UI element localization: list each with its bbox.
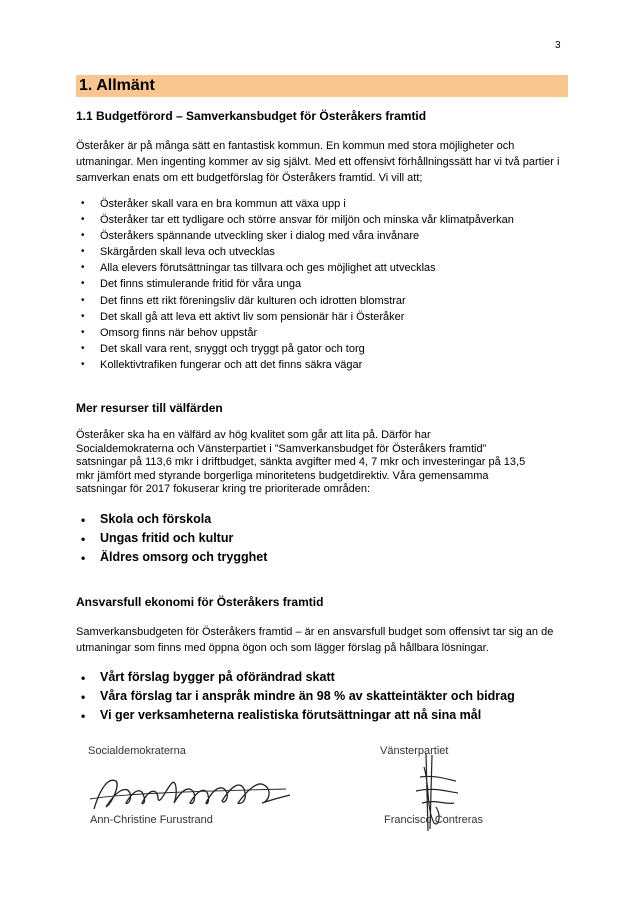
list-item: • Kollektivtrafiken fungerar och att det finns säkra vägar [76,357,568,373]
signature-block [86,737,566,837]
bullet-icon: • [81,262,85,274]
bullet-icon: • [81,294,85,306]
paragraph-line: mkr jämfört med styrande borgerliga minoritetens budgetdirektiv. Våra gemensamma [76,469,489,482]
list-item: • Skärgården skall leva och utvecklas [76,244,568,260]
bullet-icon: • [81,342,85,354]
list-item: • Det finns ett rikt föreningsliv där kulturen och idrotten blomstrar [76,293,568,309]
document-body [76,75,568,725]
list-item: • Omsorg finns när behov uppstår [76,325,568,341]
right-party-label: Vänsterpartiet [380,745,449,757]
list-item: • Österåker skall vara en bra kommun att växa upp i [76,196,568,212]
paragraph-line: Österåker ska ha en välfärd av hög kvalitet som går att lita på. Därför har [76,429,431,442]
list-item: • Vi ger verksamheterna realistiska förutsättningar att nå sina mål [76,706,568,725]
list-item: • Det skall vara rent, snyggt och tryggt på gator och torg [76,341,568,357]
bullet-icon: • [81,670,86,685]
paragraph-line: satsningar för 2017 fokuserar kring tre prioriterade områden: [76,483,371,496]
left-signer-name: Ann-Christine Furustrand [90,814,213,826]
goals-list [76,196,568,373]
subsection-heading: 1.1 Budgetförord – Samverkansbudget för Österåkers framtid [76,109,427,123]
bullet-icon: • [81,198,85,209]
list-item: • Det skall gå att leva ett aktivt liv som pensionär här i Österåker [76,309,568,325]
bullet-icon: • [81,310,85,322]
economy-paragraph: Samverkansbudgeten för Österåkers framtid – är en ansvarsfull budget som offensivt tar sig an de utmaningar som finns med öppna ögon och som lägger förslag på hållbara lösningar. [76,625,554,654]
bullet-icon: • [81,326,85,338]
list-item: • Alla elevers förutsättningar tas tillvara och ges möjlighet att utvecklas [76,260,568,276]
bullet-icon: • [81,531,86,546]
paragraph-line: Socialdemokraterna och Vänsterpartiet i ”Samverkansbudget för Österåkers framtid” [76,442,487,455]
list-item: • Våra förslag tar i anspråk mindre än 98 % av skatteintäkter och bidrag [76,687,568,706]
page-number: 3 [555,40,561,51]
paragraph-line: satsningar på 113,6 mkr i driftbudget, sänkta avgifter med 4, 7 mkr och investeringar på 13,5 [76,456,526,469]
priority-list [76,510,568,567]
bullet-icon: • [81,214,85,226]
bullet-icon: • [81,512,86,527]
bullet-icon: • [81,278,85,290]
list-item: • Österåker tar ett tydligare och större ansvar för miljön och minska vår klimatpåverkan [76,212,568,228]
bullet-icon: • [81,246,85,258]
bullet-icon: • [81,230,85,242]
list-item: • Vårt förslag bygger på oförändrad skatt [76,668,568,687]
list-item: • Skola och förskola [76,510,568,529]
list-item: • Äldres omsorg och trygghet [76,548,568,567]
list-item: • Österåkers spännande utveckling sker i dialog med våra invånare [76,228,568,244]
bullet-icon: • [81,689,86,704]
section-heading: 1. Allmänt [76,75,568,97]
right-signer-name: Francisco Contreras [384,814,484,826]
intro-paragraph: Österåker är på många sätt en fantastisk kommun. En kommun med stora möjligheter och utmaningar. Men ingenting kommer av sig självt. Med ett offensivt förhållningssätt har vi två partier i samverkan enats om ett budgetförslag för Österåkers framtid. Vi vill att; [76,140,560,184]
bullet-icon: • [81,358,85,370]
bullet-icon: • [81,708,86,723]
welfare-paragraph [76,429,568,497]
bullet-icon: • [81,550,86,565]
left-signature-icon [86,759,296,819]
left-party-label: Socialdemokraterna [88,745,186,757]
list-item: • Ungas fritid och kultur [76,529,568,548]
welfare-heading: Mer resurser till välfärden [76,401,223,416]
economy-heading: Ansvarsfull ekonomi för Österåkers framtid [76,594,324,609]
list-item: • Det finns stimulerande fritid för våra unga [76,276,568,292]
economy-list [76,668,568,725]
